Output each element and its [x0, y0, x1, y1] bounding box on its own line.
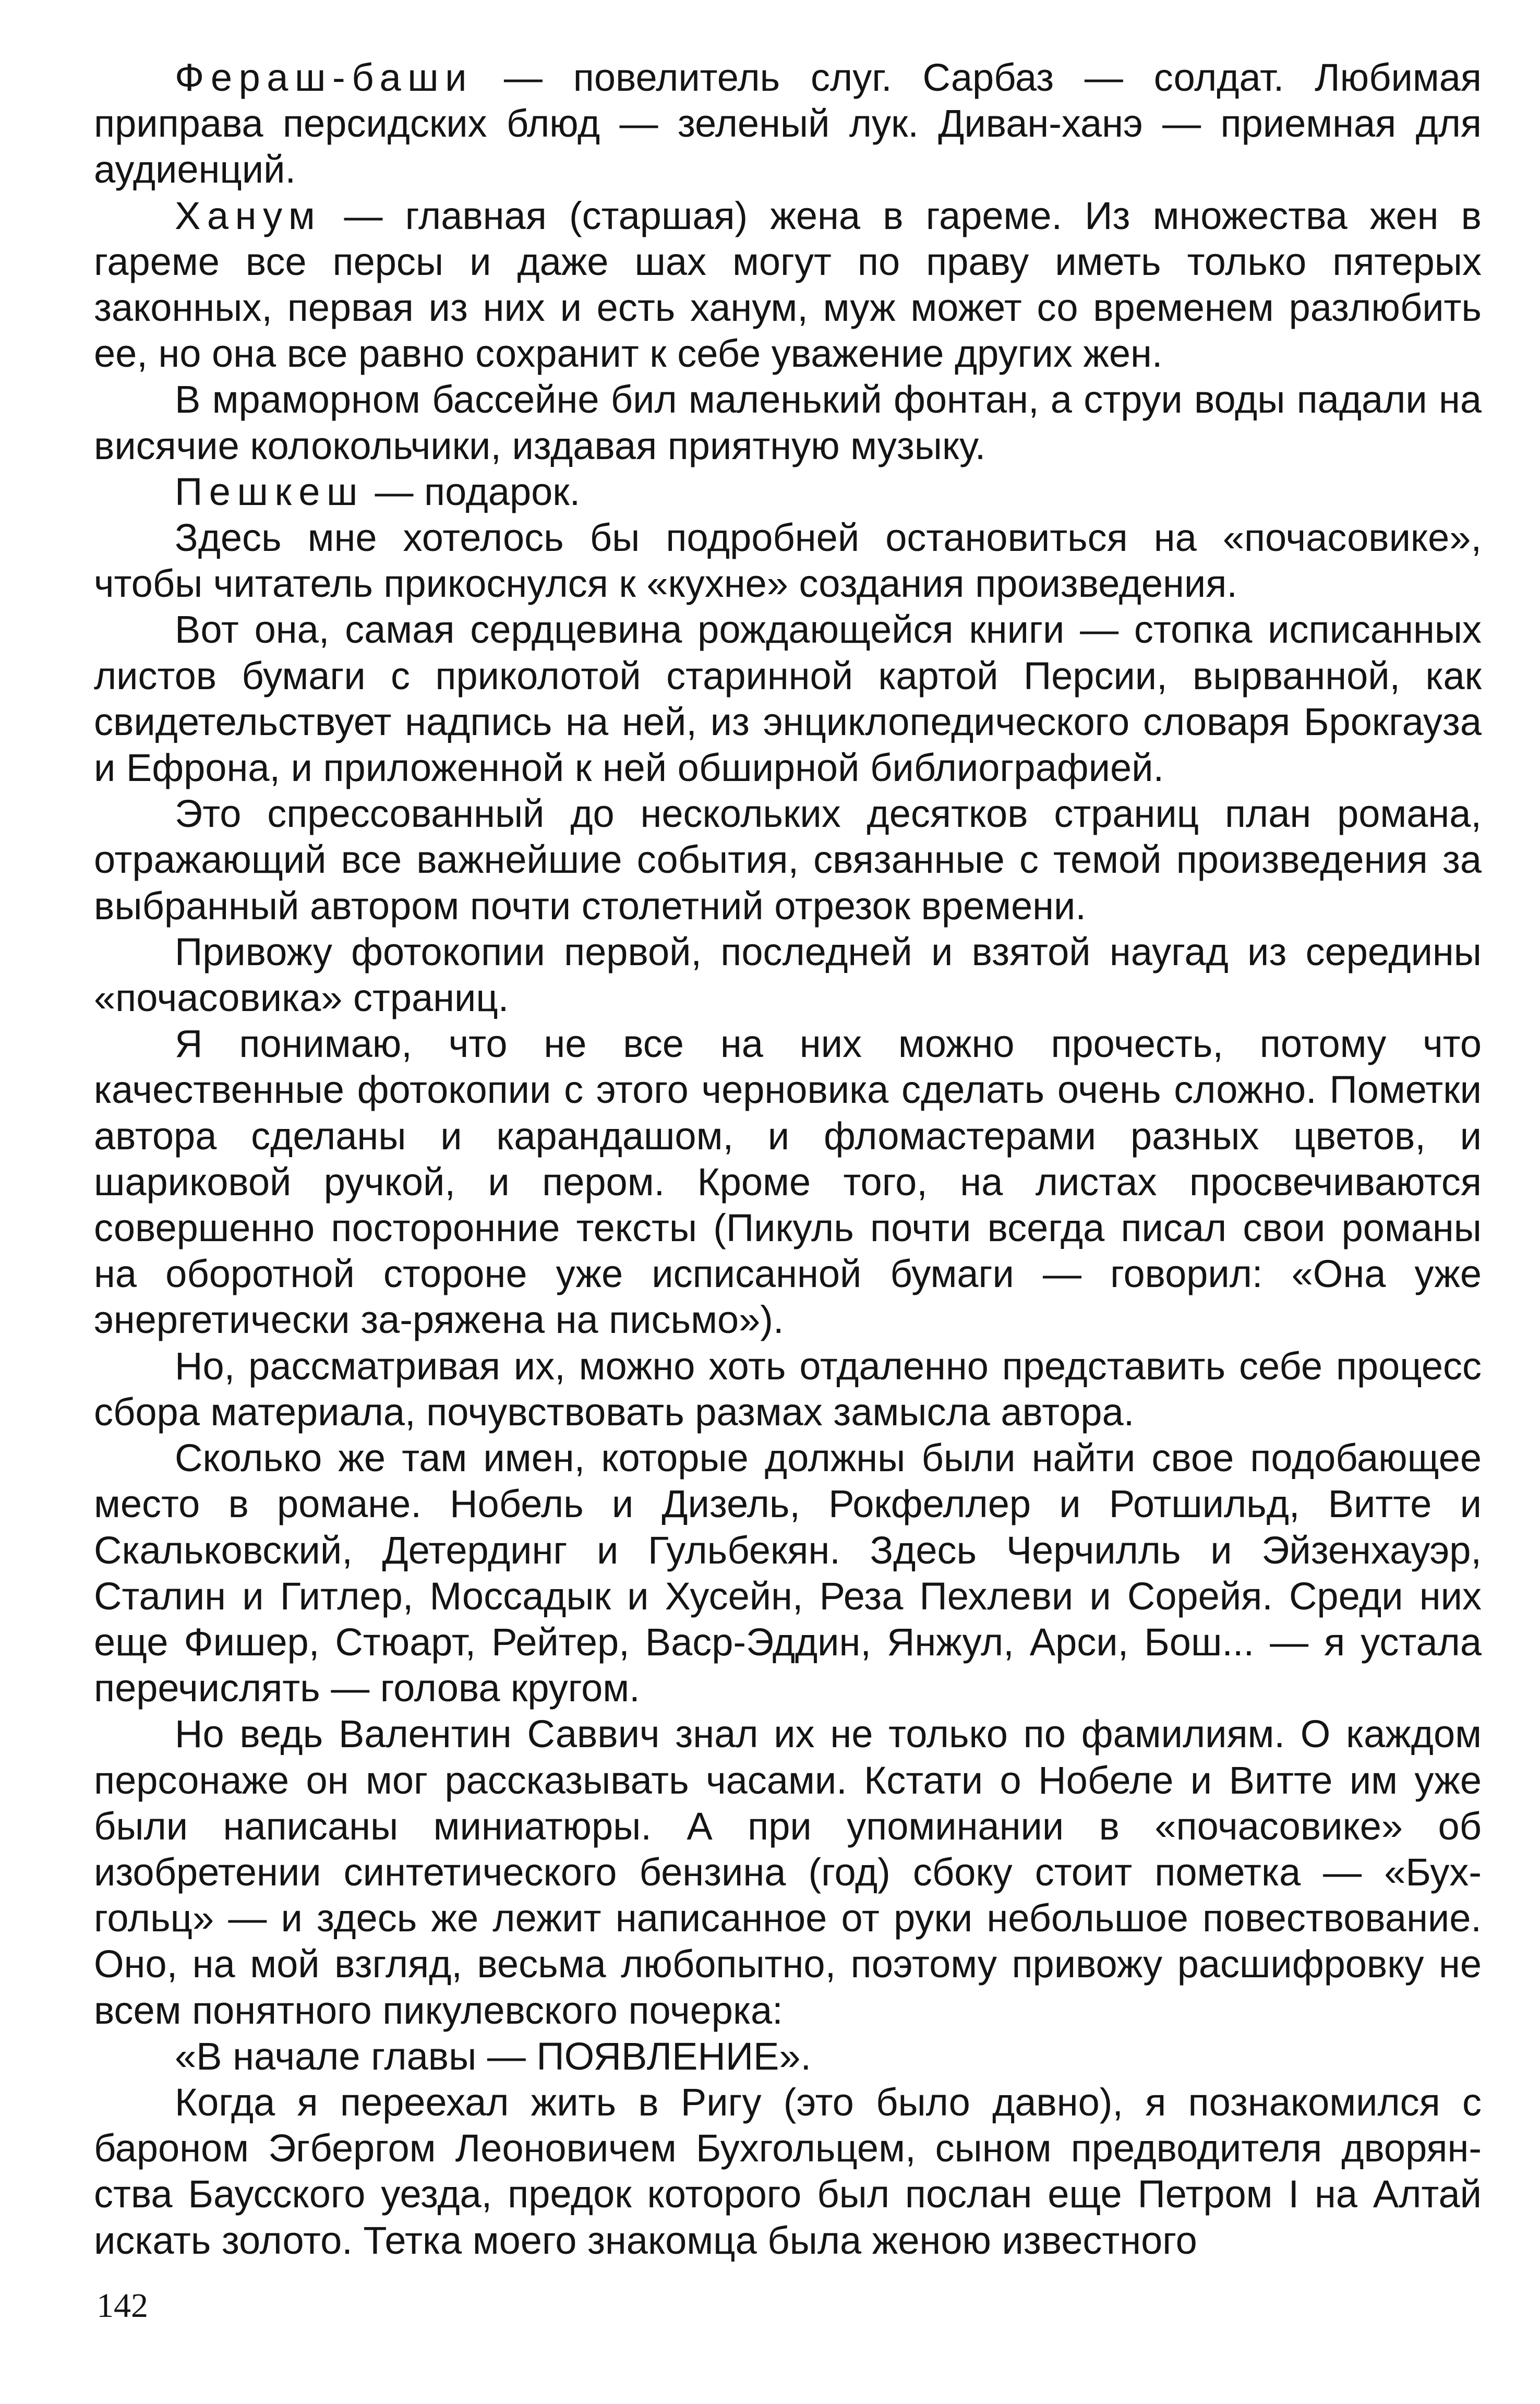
body-text — [94, 55, 1482, 2264]
spaced-term: Пешкеш — [175, 470, 364, 513]
paragraph — [94, 607, 1482, 791]
spaced-term: Ханум — [175, 194, 322, 237]
paragraph-text: Я понимаю, что не все на них можно прочесть, потому что качественные фотокопии с этого черновика сделать очень сложно. Пометки автора сделаны и карандашом, и фломастерами разных цветов, и шариковой ручкой, и пером. Кроме того, на листах просвечиваются совершенно посторонние тексты (Пикуль почти всегда писал свои романы на оборотной стороне уже исписанной бумаги — говорил: «Она уже энергетически за-ряжена на письмо»). — [94, 1022, 1482, 1342]
paragraph — [94, 929, 1482, 1021]
paragraph-text: Вот она, самая сердцевина рождающейся книги — стопка исписанных листов бумаги с приколотой старинной картой Персии, вырванной, как свидетельствует надпись на ней, из энциклопедического словаря Брокгауза и Ефрона, и приложенной к ней обширной библиографией. — [94, 608, 1482, 790]
paragraph-text: — повелитель слуг. Сарбаз — солдат. Любимая приправа персидских блюд — зеленый лук. Диван-ханэ — приемная для аудиенций. — [94, 56, 1482, 191]
paragraph — [94, 2034, 1482, 2080]
paragraph-text: «В начале главы — ПОЯВЛЕНИЕ». — [175, 2034, 812, 2078]
paragraph — [94, 1435, 1482, 1711]
paragraph — [94, 791, 1482, 929]
paragraph-text: Привожу фотокопии первой, последней и взятой наугад из середины «почасовика» страниц. — [94, 930, 1482, 1020]
paragraph — [94, 377, 1482, 468]
paragraph — [94, 515, 1482, 607]
paragraph — [94, 469, 1482, 515]
spaced-term: Фераш-баши — [175, 56, 474, 99]
paragraph-text: Сколько же там имен, которые должны были найти свое подобающее место в романе. Нобель и Дизель, Рокфеллер и Ротшильд, Витте и Скальковский, Детердинг и Гульбекян. Здесь Черчилль и Эйзенхауэр, Сталин и Гитлер, Моссадык и Хусейн, Реза Пехлеви и Сорейя. Среди них еще Фишер, Стюарт, Рейтер, Васр-Эддин, Янжул, Арси, Бош... — я устала перечислять — голова кругом. — [94, 1436, 1482, 1710]
paragraph — [94, 193, 1482, 377]
paragraph — [94, 2080, 1482, 2264]
paragraph — [94, 1021, 1482, 1343]
paragraph-text: Но, рассматривая их, можно хоть отдаленно представить себе процесс сбора материала, почувствовать размах замысла автора. — [94, 1344, 1482, 1434]
paragraph-text: Но ведь Валентин Саввич знал их не только по фамилиям. О каждом персонаже он мог рассказывать часами. Кстати о Нобеле и Витте им уже были написаны миниатюры. А при упоминании в «почасовике» об изобретении синтетического бензина (год) сбоку стоит пометка — «Бух-гольц» — и здесь же лежит написанное от руки небольшое повествование. Оно, на мой взгляд, весьма любопытно, поэтому привожу расшифровку не всем понятного пикулевского почерка: — [94, 1712, 1482, 2032]
paragraph — [94, 55, 1482, 193]
paragraph-text: — подарок. — [364, 470, 581, 513]
paragraph — [94, 1711, 1482, 2033]
page-number: 142 — [97, 2287, 148, 2325]
paragraph-text: В мраморном бассейне бил маленький фонтан, а струи воды падали на висячие колокольчики, издавая приятную музыку. — [94, 378, 1482, 467]
paragraph-text: — главная (старшая) жена в гареме. Из множества жен в гареме все персы и даже шах могут по праву иметь только пятерых законных, первая из них и есть ханум, муж может со временем разлюбить ее, но она все равно сохранит к себе уважение других жен. — [94, 194, 1482, 376]
paragraph-text: Когда я переехал жить в Ригу (это было давно), я познакомился с бароном Эгбергом Леоновичем Бухгольцем, сыном предводителя дворян-ства Баусского уезда, предок которого был послан еще Петром I на Алтай искать золото. Тетка моего знакомца была женою известного — [94, 2080, 1482, 2262]
paragraph-text: Это спрессованный до нескольких десятков страниц план романа, отражающий все важнейшие события, связанные с темой произведения за выбранный автором почти столетний отрезок времени. — [94, 792, 1482, 928]
paragraph-text: Здесь мне хотелось бы подробней остановиться на «почасовике», чтобы читатель прикоснулся к «кухне» создания произведения. — [94, 516, 1482, 606]
paragraph — [94, 1343, 1482, 1435]
